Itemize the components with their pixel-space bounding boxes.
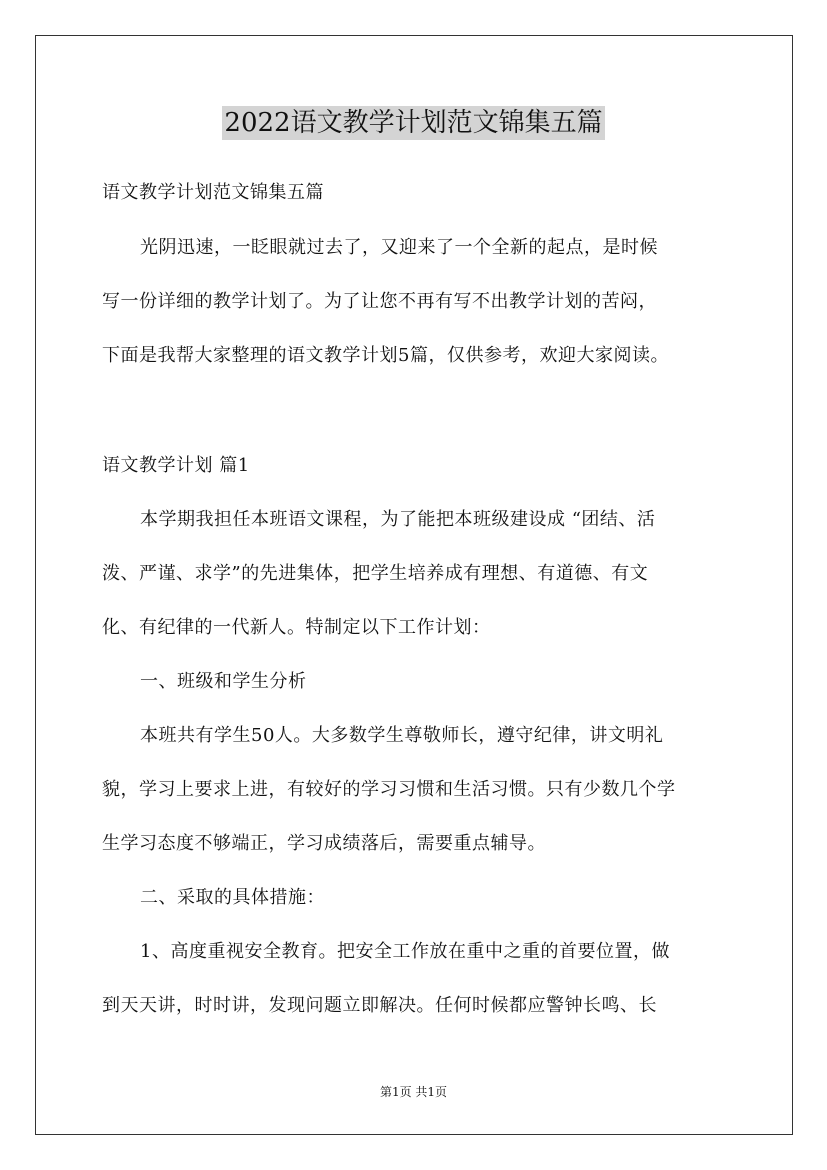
paragraph-line: 泼、严谨、求学”的先进集体，把学生培养成有理想、有道德、有文 bbox=[102, 563, 649, 584]
document-title: 2022语文教学计划范文锦集五篇 bbox=[224, 108, 603, 138]
paragraph-line: 光阴迅速，一眨眼就过去了，又迎来了一个全新的起点，是时候 bbox=[140, 237, 658, 258]
subtitle: 语文教学计划范文锦集五篇 bbox=[102, 182, 324, 203]
paragraph-line: 本班共有学生50人。大多数学生尊敬师长，遵守纪律，讲文明礼 bbox=[140, 725, 664, 746]
paragraph-line: 1、高度重视安全教育。把安全工作放在重中之重的首要位置，做 bbox=[140, 941, 670, 962]
subsection-heading: 一、班级和学生分析 bbox=[140, 671, 307, 692]
paragraph-line: 化、有纪律的一代新人。特制定以下工作计划： bbox=[102, 617, 491, 638]
paragraph-line: 貌，学习上要求上进，有较好的学习习惯和生活习惯。只有少数几个学 bbox=[102, 779, 676, 800]
paragraph-line: 下面是我帮大家整理的语文教学计划5篇，仅供参考，欢迎大家阅读。 bbox=[102, 345, 669, 366]
page-footer: 第1页 共1页 bbox=[379, 1085, 448, 1099]
paragraph-line: 写一份详细的教学计划了。为了让您不再有写不出教学计划的苦闷， bbox=[102, 291, 657, 312]
paragraph-line: 到天天讲，时时讲，发现问题立即解决。任何时候都应警钟长鸣、长 bbox=[102, 995, 657, 1016]
section-heading: 语文教学计划 篇1 bbox=[102, 455, 250, 476]
paragraph-line: 生学习态度不够端正，学习成绩落后，需要重点辅导。 bbox=[102, 833, 546, 854]
paragraph-line: 本学期我担任本班语文课程，为了能把本班级建设成 “团结、活 bbox=[140, 509, 656, 530]
subsection-heading: 二、采取的具体措施： bbox=[140, 887, 325, 908]
